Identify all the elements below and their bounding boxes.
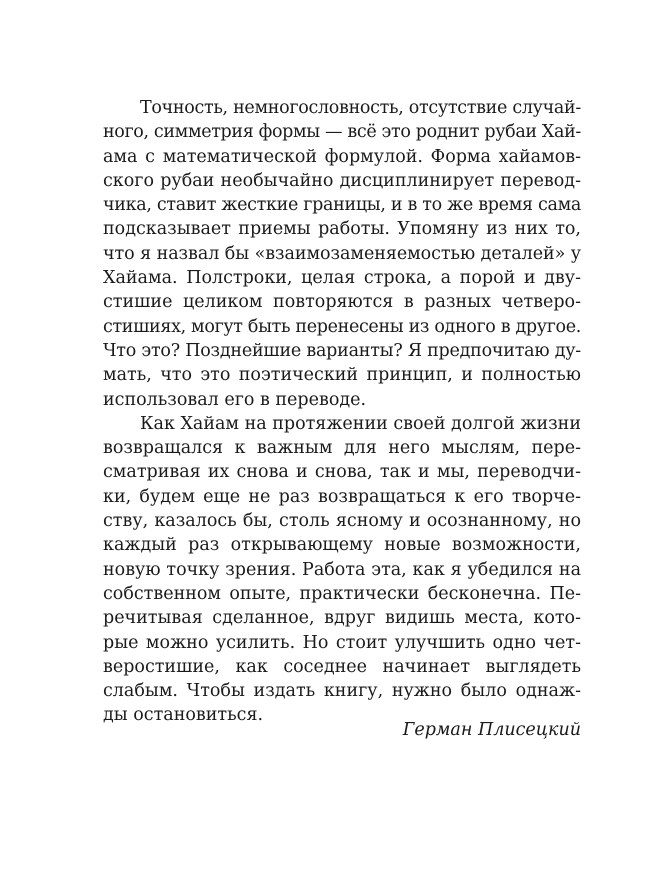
text-line: мать, что это поэтический принцип, и полностью [103,365,581,386]
text-line: Как Хайам на протяжении своей долгой жизни [140,413,581,434]
text-line: ского рубаи необычайно дисциплинирует перевод- [103,170,581,191]
text-line: новую точку зрения. Работа эта, как я убедился на [103,559,581,580]
text-line: чика, ставит жесткие границы, и в то же время сама [103,195,581,216]
text-line: Хайама. Полстроки, целая строка, а порой и дву- [103,268,581,289]
text-line: рые можно усилить. Но стоит улучшить одно чет- [103,632,581,653]
text-line: ки, будем еще не раз возвращаться к его творче- [103,486,581,507]
text-line: что я назвал бы «взаимозаменяемостью деталей» у [103,243,581,264]
text-line: ству, казалось бы, столь ясному и осознанному, но [103,511,581,532]
text-line: речитывая сделанное, вдруг видишь места, кото- [103,608,581,629]
text-line: сматривая их снова и снова, так и мы, переводчи- [103,462,581,483]
text-line: веростишие, как соседнее начинает выглядеть [103,656,581,677]
text-line: собственном опыте, практически бесконечна. Пе- [103,583,581,604]
author-signature: Герман Плисецкий [402,720,581,740]
text-line: Что это? Позднейшие варианты? Я предпочитаю ду- [103,340,581,361]
text-line: использовал его в переводе. [103,389,367,410]
text-line: ама с математической формулой. Форма хайамов- [103,146,581,167]
body-text [103,96,581,728]
text-line: стишие целиком повторяются в разных четверо- [103,292,581,313]
text-line: каждый раз открывающему новые возможности, [103,535,581,556]
text-line: возвращался к важным для него мыслям, пере- [103,438,581,459]
text-line: Точность, немногословность, отсутствие случай- [140,98,582,118]
text-line: стишиях, могут быть перенесены из одного в другое. [103,316,581,337]
text-line: ды остановиться. [103,705,264,726]
text-line: подсказывает приемы работы. Упомяну из них то, [103,219,581,240]
text-line: ного, симметрия формы — всё это роднит рубаи Хай- [103,122,581,143]
text-line: слабым. Чтобы издать книгу, нужно было однаж- [103,681,581,702]
